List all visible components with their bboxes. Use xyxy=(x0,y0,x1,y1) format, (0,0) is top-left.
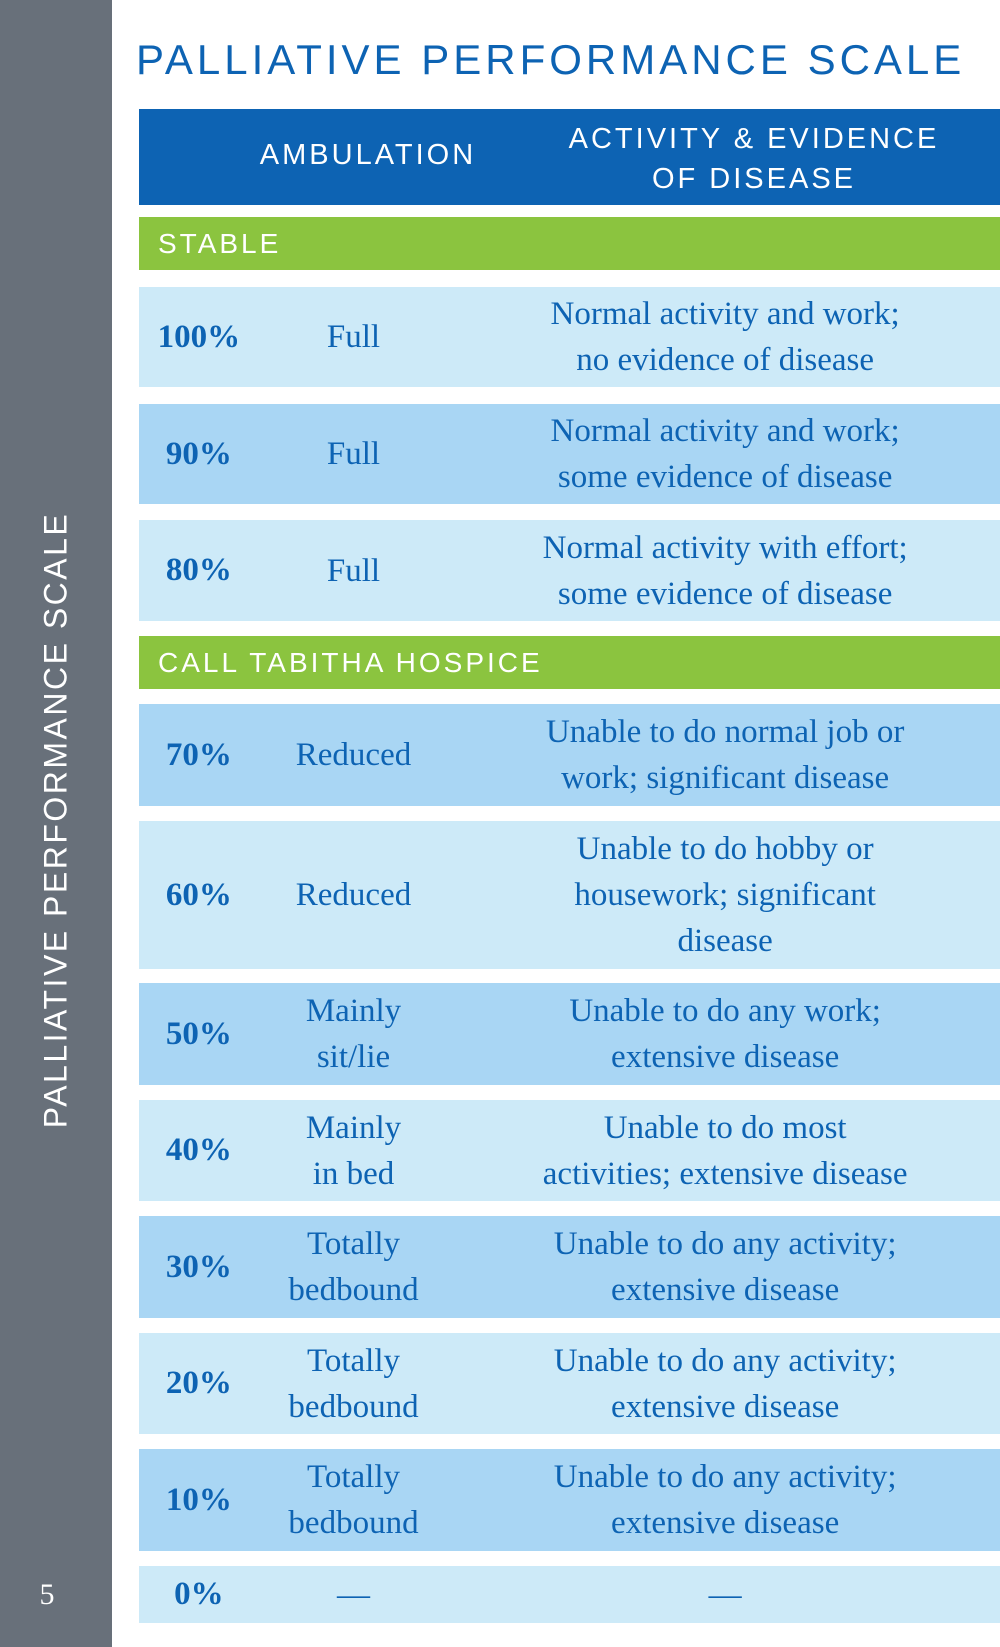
section-label: CALL TABITHA HOSPICE xyxy=(158,647,543,678)
table-header xyxy=(139,109,1000,205)
table-row xyxy=(139,1333,1000,1434)
percent-cell: 70% xyxy=(165,736,232,773)
percent-cell: 20% xyxy=(165,1365,232,1401)
page-number: 5 xyxy=(39,1578,55,1611)
activity-cell: Unable to do any activity; extensive disease xyxy=(553,1342,897,1425)
table-row xyxy=(139,1100,1000,1201)
percent-cell: 10% xyxy=(165,1481,232,1518)
header-ambulation: AMBULATION xyxy=(259,139,477,171)
section-label: STABLE xyxy=(158,228,282,259)
table-row xyxy=(139,520,1000,621)
percent-cell: 40% xyxy=(165,1132,232,1168)
percent-cell: 80% xyxy=(165,552,232,588)
table-row xyxy=(139,404,1000,504)
percent-cell: 100% xyxy=(157,318,241,355)
activity-cell: Unable to do hobby or housework; significant disease xyxy=(574,831,876,959)
activity-cell: Normal activity and work; no evidence of disease xyxy=(550,296,900,378)
table-row xyxy=(139,1449,1000,1551)
activity-cell: Normal activity and work; some evidence of disease xyxy=(550,413,900,495)
page-title: PALLIATIVE PERFORMANCE SCALE xyxy=(136,36,966,83)
table-row xyxy=(139,1566,1000,1623)
sidebar-label: PALLIATIVE PERFORMANCE SCALE xyxy=(37,511,74,1129)
section-call-tabitha-hospice xyxy=(139,636,1000,689)
percent-cell: 50% xyxy=(165,1015,232,1052)
activity-cell: — xyxy=(708,1576,742,1613)
activity-cell: Unable to do any activity; extensive disease xyxy=(553,1459,897,1541)
header-activity xyxy=(504,119,1000,199)
section-stable xyxy=(139,217,1000,270)
activity-cell: Unable to do most activities; extensive disease xyxy=(542,1109,908,1192)
table-row xyxy=(139,821,1000,969)
ambulation-cell: Mainly in bed xyxy=(305,1109,402,1192)
activity-cell: Normal activity with effort; some evidence of disease xyxy=(542,529,908,612)
table-row xyxy=(139,704,1000,806)
ambulation-cell: Mainly sit/lie xyxy=(305,993,402,1075)
ambulation-cell: Reduced xyxy=(295,877,412,913)
ambulation-cell: Totally bedbound xyxy=(288,1459,419,1541)
ambulation-cell: Full xyxy=(326,319,381,355)
percent-cell: 90% xyxy=(165,435,232,472)
table-row xyxy=(139,287,1000,387)
ambulation-cell: Full xyxy=(326,552,381,589)
percent-cell: 30% xyxy=(165,1248,232,1285)
ambulation-cell: Totally bedbound xyxy=(288,1226,419,1308)
table-row xyxy=(139,983,1000,1085)
percent-cell: 0% xyxy=(174,1576,224,1612)
header-activity-line-1: ACTIVITY & EVIDENCE xyxy=(568,123,940,155)
ambulation-cell: — xyxy=(337,1576,370,1613)
percent-cell: 60% xyxy=(165,876,232,913)
sidebar xyxy=(0,0,112,1647)
ambulation-cell: Reduced xyxy=(295,737,412,773)
ambulation-cell: Full xyxy=(326,436,381,472)
activity-cell: Unable to do normal job or work; significant disease xyxy=(545,714,905,796)
activity-cell: Unable to do any activity; extensive disease xyxy=(553,1226,897,1308)
table-row xyxy=(139,1216,1000,1318)
activity-cell: Unable to do any work; extensive disease xyxy=(569,993,881,1075)
ambulation-cell: Totally bedbound xyxy=(288,1342,419,1425)
header-activity-line-2: OF DISEASE xyxy=(651,163,857,195)
